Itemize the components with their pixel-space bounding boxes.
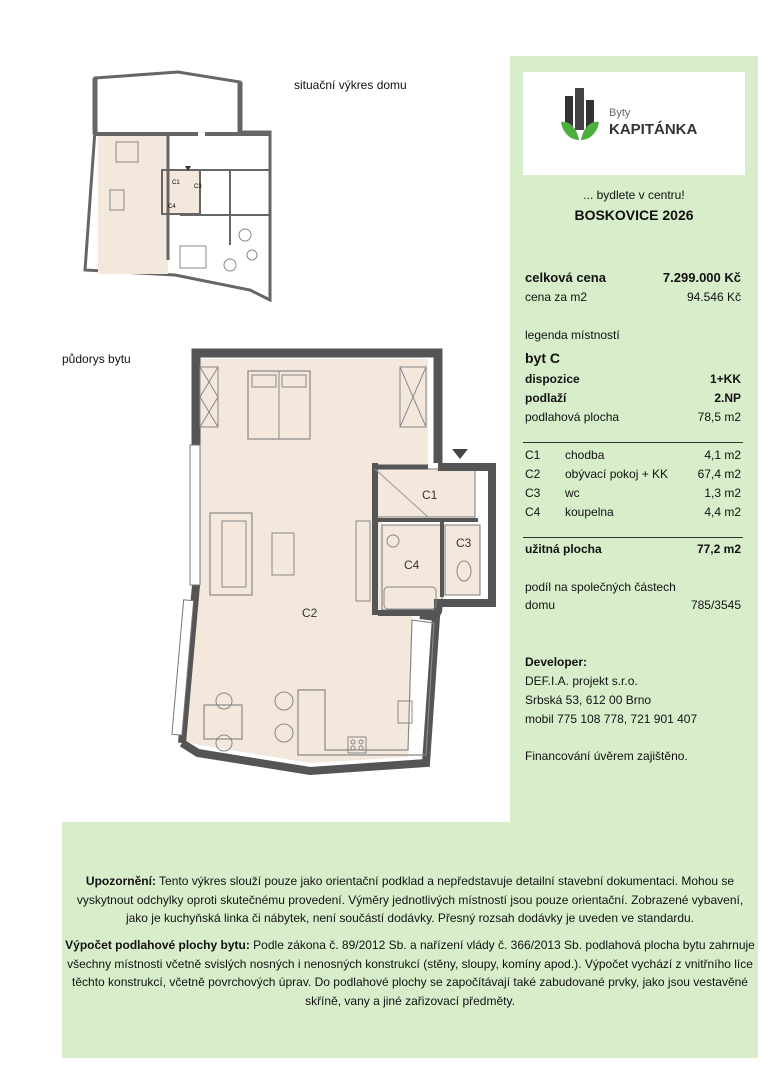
logo-box — [523, 72, 745, 175]
developer-name: DEF.I.A. projekt s.r.o. — [525, 674, 638, 688]
room-area: 67,4 m2 — [697, 467, 741, 481]
room-area: 4,1 m2 — [704, 448, 741, 462]
calculation-text: Podle zákona č. 89/2012 Sb. a nařízení vlády č. 366/2013 Sb. podlahová plocha bytu zahrnuje všechny místnosti včetně svislých nosných i nenosných konstrukcí (stěny, sloupy, komíny apod.). Výpočet vychází z vnitřního líce těchto konstrukcí, včetně povrchových úprav. Do podlahové plochy se započítávají také zabudované prvky, jako jsou vestavěné skříně, vany a jiné zařizovací předměty. — [67, 938, 755, 1008]
room-name: obývací pokoj + KK — [565, 467, 669, 481]
site-label-c1: C1 — [172, 180, 180, 186]
total-price-label: celková cena — [525, 270, 606, 285]
floor-plan-caption: půdorys bytu — [62, 352, 131, 366]
site-plan-drawing — [80, 70, 280, 302]
floor-plan-drawing — [170, 345, 500, 775]
floor-label: podlaží — [525, 391, 567, 405]
floor-value: 2.NP — [714, 391, 741, 405]
calculation-notice — [62, 936, 758, 1010]
warning-notice — [62, 872, 758, 928]
usable-area-value: 77,2 m2 — [696, 542, 741, 556]
warning-text: Tento výkres slouží pouze jako orientační podklad a nepředstavuje detailní stavební dokumentaci. Mohou se vyskytnout odchylky oproti skutečnému provedení. Výměry jednotlivých místností jsou pouze orientační. Zobrazené vybavení, jako je kuchyňská linka či nábytek, není součástí dodávky. Přesný rozsah dodávky je uveden ve standardu. — [76, 874, 744, 925]
divider — [523, 537, 743, 538]
room-code: C4 — [525, 505, 541, 519]
logo-line1: Byty — [609, 107, 631, 119]
calculation-title: Výpočet podlahové plochy bytu: — [65, 938, 250, 952]
developer-address: Srbská 53, 612 00 Brno — [525, 693, 652, 707]
kapitanka-logo-icon — [559, 86, 601, 144]
developer-phone: mobil 775 108 778, 721 901 407 — [525, 712, 698, 726]
share-value: 785/3545 — [690, 598, 741, 612]
room-code: C1 — [525, 448, 541, 462]
price-per-m2-label: cena za m2 — [525, 290, 588, 304]
site-label-c4: C4 — [168, 204, 176, 210]
share-label-line1: podíl na společných částech — [525, 580, 676, 594]
plan-label-c4: C4 — [404, 558, 420, 572]
area-value: 78,5 m2 — [697, 410, 741, 424]
share-label-line2: domu — [525, 598, 556, 612]
divider — [523, 442, 743, 443]
room-name: koupelna — [565, 505, 614, 519]
plan-label-c3: C3 — [456, 536, 472, 550]
legend-title: legenda místností — [525, 328, 620, 342]
warning-title: Upozornění: — [85, 874, 156, 888]
project-title: BOSKOVICE 2026 — [574, 207, 694, 223]
layout-label: dispozice — [525, 372, 580, 386]
usable-area-label: užitná plocha — [525, 542, 602, 556]
developer-heading: Developer: — [525, 655, 588, 669]
room-code: C2 — [525, 467, 541, 481]
room-area: 4,4 m2 — [704, 505, 741, 519]
room-area: 1,3 m2 — [704, 486, 741, 500]
room-name: chodba — [565, 448, 605, 462]
area-label: podlahová plocha — [525, 410, 620, 424]
site-plan-caption: situační výkres domu — [294, 78, 407, 92]
plan-label-c2: C2 — [302, 606, 318, 620]
price-per-m2-value: 94.546 Kč — [686, 290, 741, 304]
financing-note: Financování úvěrem zajištěno. — [525, 749, 688, 763]
logo-line2: KAPITÁNKA — [609, 121, 698, 138]
room-name: wc — [565, 486, 580, 500]
plan-label-c1: C1 — [422, 488, 438, 502]
room-code: C3 — [525, 486, 541, 500]
tagline: ... bydlete v centru! — [583, 188, 685, 202]
layout-value: 1+KK — [709, 372, 741, 386]
site-label-c3: C3 — [194, 184, 202, 190]
unit-name: byt C — [525, 350, 560, 366]
total-price-value: 7.299.000 Kč — [662, 270, 741, 285]
